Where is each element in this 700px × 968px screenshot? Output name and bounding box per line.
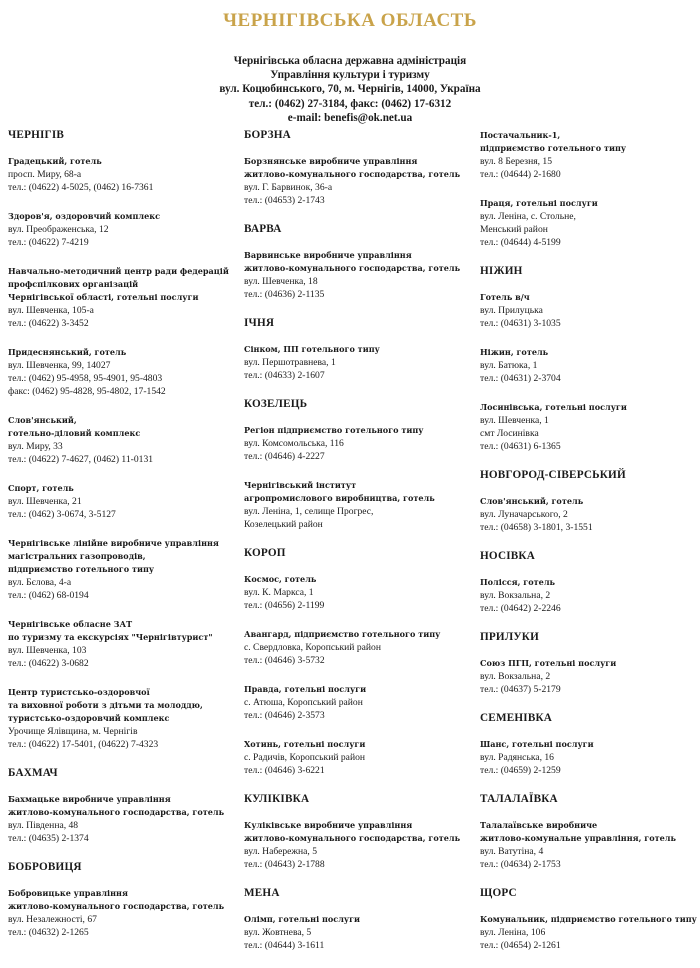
hotel-detail-line: тел.: (04622) 7-4219 [8, 237, 89, 248]
hotel-detail-line: тел.: (0462) 68-0194 [8, 590, 89, 601]
hotel-detail-line: тел.: (04646) 4-2227 [244, 451, 325, 462]
hotel-name: Авангард, підприємство готельного типу [244, 629, 441, 639]
hotel-name: Варвинське виробниче управління [244, 250, 412, 260]
hotel-name: Ніжин, готель [480, 347, 549, 357]
city-heading: КОРОП [244, 547, 286, 559]
hotel-name: Союз ПГП, готельні послуги [480, 658, 617, 668]
hotel-detail-line: вул. Радянська, 16 [480, 752, 554, 763]
hotel-detail-line: с. Радичів, Коропський район [244, 752, 366, 763]
city-heading: ЧЕРНІГІВ [8, 129, 65, 141]
hotel-entry [8, 210, 230, 249]
hotel-name: житлово-комунального господарства, готель [244, 263, 461, 273]
city-heading: ВАРВА [244, 223, 282, 235]
city-heading: БОРЗНА [244, 129, 291, 141]
hotel-detail-line: вул. Миру, 33 [8, 441, 63, 452]
hotel-name: Центр туристсько-оздоровчої [8, 687, 150, 697]
hotel-detail-line: Урочище Ялівщина, м. Чернігів [8, 726, 138, 737]
hotel-entry [480, 401, 696, 453]
hotel-detail-line: вул. Преображенська, 12 [8, 224, 109, 235]
hotel-entry [244, 628, 466, 667]
hotel-name: Лосинівська, готельні послуги [480, 402, 627, 412]
hotel-detail-line: тел.: (04631) 3-1035 [480, 318, 561, 329]
city-heading: КУЛІКІВКА [244, 793, 310, 805]
hotel-name: Чернігівське обласне ЗАТ [8, 619, 133, 629]
hotel-detail-line: вул. Вокзальна, 2 [480, 590, 551, 601]
hotel-detail-line: тел.: (04631) 6-1365 [480, 441, 561, 452]
hotel-detail-line: с. Свердловка, Коропський район [244, 642, 381, 653]
hotel-detail-line: тел.: (04635) 2-1374 [8, 833, 89, 844]
hotel-detail-line: тел.: (04622) 7-4627, (0462) 11-0131 [8, 454, 154, 465]
hotel-name: Спорт, готель [8, 483, 74, 493]
hotel-name: профспілкових організацій [8, 279, 139, 289]
hotel-detail-line: тел.: (0462) 95-4958, 95-4901, 95-4803 [8, 373, 163, 384]
hotel-detail-line: тел.: (04646) 2-3573 [244, 710, 325, 721]
header-block [0, 54, 700, 125]
hotel-entry [480, 495, 696, 534]
hotel-name: житлово-комунального господарства, готель [244, 169, 461, 179]
hotel-entry [8, 686, 230, 751]
hotel-name: Чернігівський інститут [244, 480, 357, 490]
hotel-name: агропромислового виробництва, готель [244, 493, 435, 503]
hotel-detail-line: тел.: (04644) 3-1611 [244, 940, 325, 951]
hotel-detail-line: тел.: (0462) 3-0674, 3-5127 [8, 509, 116, 520]
hotel-detail-line: вул. К. Маркса, 1 [244, 587, 314, 598]
city-heading: КОЗЕЛЕЦЬ [244, 398, 308, 410]
hotel-name: Слов'янський, готель [480, 496, 584, 506]
hotel-name: Постачальник-1, [480, 130, 561, 140]
hotel-entry [244, 683, 466, 722]
hotel-name: Полісся, готель [480, 577, 556, 587]
hotel-detail-line: тел.: (04622) 3-0682 [8, 658, 89, 669]
city-heading: ТАЛАЛАЇВКА [480, 793, 558, 805]
hotel-detail-line: тел.: (04653) 2-1743 [244, 195, 325, 206]
hotel-entry [480, 738, 696, 777]
hotel-name: житлово-комунального господарства, готель [8, 807, 225, 817]
hotel-entry [8, 482, 230, 521]
hotel-detail-line: вул. Ватутіна, 4 [480, 846, 544, 857]
hotel-entry [244, 738, 466, 777]
hotel-detail-line: тел.: (04642) 2-2246 [480, 603, 561, 614]
hotel-name: туристсько-оздоровчий комплекс [8, 713, 170, 723]
hotel-entry [8, 265, 230, 330]
hotel-name: Готель в/ч [480, 292, 530, 302]
hotel-name: Градецький, готель [8, 156, 102, 166]
hotel-entry [244, 424, 466, 463]
hotel-name: підприємство готельного типу [480, 143, 627, 153]
hotel-name: Куліківське виробниче управління [244, 820, 413, 830]
hotel-detail-line: вул. Шевченка, 105-а [8, 305, 94, 316]
header-department: Управління культури і туризму [270, 69, 430, 82]
hotel-detail-line: вул. Леніна, 1, селище Прогрес, [244, 506, 374, 517]
hotel-entry [8, 793, 230, 845]
city-heading: БАХМАЧ [8, 767, 58, 779]
city-heading: ЩОРС [480, 887, 517, 899]
hotel-name: Олімп, готельні послуги [244, 914, 361, 924]
hotel-entry [244, 913, 466, 952]
hotel-detail-line: факс: (0462) 95-4828, 95-4802, 17-1542 [8, 386, 166, 397]
header-phone: тел.: (0462) 27-3184, факс: (0462) 17-6312 [248, 97, 452, 110]
header-address: вул. Коцюбинського, 70, м. Чернігів, 14000, Україна [219, 83, 481, 96]
column-left [8, 129, 230, 955]
hotel-name: Сінком, ПП готельного типу [244, 344, 380, 354]
city-heading: ПРИЛУКИ [480, 631, 539, 643]
hotel-name: Шанс, готельні послуги [480, 739, 594, 749]
hotel-detail-line: тел.: (04644) 2-1680 [480, 169, 561, 180]
hotel-detail-line: тел.: (04644) 4-5199 [480, 237, 561, 248]
city-heading: НІЖИН [480, 265, 523, 277]
hotel-detail-line: вул. Незалежності, 67 [8, 914, 97, 925]
hotel-detail-line: вул. Леніна, с. Стольне, [480, 211, 576, 222]
column-middle [244, 129, 466, 968]
hotel-name: Космос, готель [244, 574, 317, 584]
hotel-detail-line: вул. Шевченка, 1 [480, 415, 549, 426]
hotel-name: Навчально-методичний центр ради федерацій [8, 266, 229, 276]
hotel-detail-line: вул. Бєлова, 4-а [8, 577, 72, 588]
hotel-name: Бахмацьке виробниче управління [8, 794, 171, 804]
hotel-detail-line: тел.: (04632) 2-1265 [8, 927, 89, 938]
hotel-detail-line: тел.: (04646) 3-5732 [244, 655, 325, 666]
hotel-entry [480, 197, 696, 249]
hotel-detail-line: тел.: (04654) 2-1261 [480, 940, 561, 951]
hotel-name: по туризму та екскурсіях "Чернігівтурист" [8, 632, 213, 642]
hotel-detail-line: вул. Батюка, 1 [480, 360, 538, 371]
hotel-detail-line: Менський район [480, 224, 548, 235]
header-email: e-mail: benefis@ok.net.ua [287, 111, 413, 124]
hotel-name: Регіон підприємство готельного типу [244, 425, 424, 435]
hotel-detail-line: тел.: (04633) 2-1607 [244, 370, 325, 381]
hotel-detail-line: Козелецький район [244, 519, 323, 530]
hotel-detail-line: тел.: (04631) 2-3704 [480, 373, 561, 384]
hotel-name: Комунальник, підприємство готельного типу [480, 914, 697, 924]
hotel-detail-line: тел.: (04643) 2-1788 [244, 859, 325, 870]
column-right [480, 129, 696, 968]
hotel-detail-line: тел.: (04646) 3-6221 [244, 765, 325, 776]
hotel-name: та виховної роботи з дітьми та молоддю, [8, 700, 203, 710]
header-organization: Чернігівська обласна державна адміністрація [233, 55, 467, 67]
hotel-entry [480, 576, 696, 615]
hotel-detail-line: тел.: (04622) 17-5401, (04622) 7-4323 [8, 739, 159, 750]
hotel-entry [244, 819, 466, 871]
hotel-detail-line: вул. Першотравнева, 1 [244, 357, 336, 368]
hotel-entry [244, 479, 466, 531]
hotel-detail-line: вул. Шевченка, 99, 14027 [8, 360, 111, 371]
hotel-name: Чернігівської області, готельні послуги [8, 292, 199, 302]
hotel-entry [480, 819, 696, 871]
hotel-detail-line: вул. Г. Барвинок, 36-а [244, 182, 333, 193]
city-heading: НОВГОРОД-СІВЕРСЬКИЙ [480, 469, 626, 481]
hotel-entry [480, 291, 696, 330]
hotel-name: Хотинь, готельні послуги [244, 739, 366, 749]
hotel-entry [480, 346, 696, 385]
hotel-name: житлово-комунального господарства, готель [8, 901, 225, 911]
hotel-entry [8, 155, 230, 194]
hotel-detail-line: тел.: (04634) 2-1753 [480, 859, 561, 870]
hotel-entry [480, 129, 696, 181]
hotel-detail-line: тел.: (04637) 5-2179 [480, 684, 561, 695]
hotel-detail-line: смт Лосинівка [480, 428, 539, 439]
hotel-name: підприємство готельного типу [8, 564, 155, 574]
hotel-detail-line: тел.: (04659) 2-1259 [480, 765, 561, 776]
hotel-detail-line: вул. Луначарського, 2 [480, 509, 568, 520]
hotel-detail-line: с. Атюша, Коропський район [244, 697, 363, 708]
hotel-detail-line: тел.: (04656) 2-1199 [244, 600, 325, 611]
hotel-entry [244, 155, 466, 207]
hotel-entry [244, 573, 466, 612]
hotel-detail-line: вул. Набережна, 5 [244, 846, 318, 857]
hotel-detail-line: тел.: (04622) 4-5025, (0462) 16-7361 [8, 182, 154, 193]
hotel-name: магістральних газопроводів, [8, 551, 146, 561]
city-heading: СЕМЕНІВКА [480, 712, 553, 724]
hotel-name: Придеснянський, готель [8, 347, 127, 357]
hotel-name: Слов'янський, [8, 415, 77, 425]
hotel-name: Бобровицьке управління [8, 888, 128, 898]
hotel-entry [480, 657, 696, 696]
hotel-name: Чернігівське лінійне виробниче управління [8, 538, 219, 548]
hotel-name: Праця, готельні послуги [480, 198, 598, 208]
hotel-detail-line: вул. Прилуцька [480, 305, 543, 316]
hotel-name: Правда, готельні послуги [244, 684, 367, 694]
hotel-entry [244, 249, 466, 301]
hotel-entry [244, 343, 466, 382]
hotel-name: житлово-комунального господарства, готель [244, 833, 461, 843]
hotel-entry [8, 887, 230, 939]
hotel-name: Борзнянське виробниче управління [244, 156, 418, 166]
hotel-entry [8, 346, 230, 398]
hotel-name: житлово-комунальне управління, готель [480, 833, 676, 843]
hotel-detail-line: вул. Вокзальна, 2 [480, 671, 551, 682]
hotel-name: готельно-діловий комплекс [8, 428, 141, 438]
hotel-name: Здоров'я, оздоровчий комплекс [8, 211, 161, 221]
hotel-entry [8, 414, 230, 466]
hotel-detail-line: тел.: (04636) 2-1135 [244, 289, 325, 300]
hotel-detail-line: вул. Шевченка, 18 [244, 276, 318, 287]
hotel-name: Талалаївське виробниче [480, 820, 598, 830]
hotel-detail-line: вул. Леніна, 106 [480, 927, 546, 938]
city-heading: МЕНА [244, 887, 280, 899]
hotel-detail-line: вул. Південна, 48 [8, 820, 79, 831]
hotel-detail-line: просп. Миру, 68-а [8, 169, 82, 180]
hotel-detail-line: вул. Шевченка, 21 [8, 496, 82, 507]
city-heading: НОСІВКА [480, 550, 536, 562]
hotel-detail-line: тел.: (04622) 3-3452 [8, 318, 89, 329]
hotel-entry [8, 618, 230, 670]
hotel-detail-line: вул. Шевченка, 103 [8, 645, 87, 656]
hotel-entry [480, 913, 696, 952]
hotel-detail-line: вул. Жовтнева, 5 [244, 927, 312, 938]
hotel-detail-line: вул. 8 Березня, 15 [480, 156, 553, 167]
hotel-detail-line: вул. Комсомольська, 116 [244, 438, 344, 449]
hotel-detail-line: тел.: (04658) 3-1801, 3-1551 [480, 522, 593, 533]
page-title: ЧЕРНІГІВСЬКА ОБЛАСТЬ [223, 10, 477, 31]
city-heading: ІЧНЯ [244, 317, 275, 329]
city-heading: БОБРОВИЦЯ [8, 861, 82, 873]
hotel-entry [8, 537, 230, 602]
